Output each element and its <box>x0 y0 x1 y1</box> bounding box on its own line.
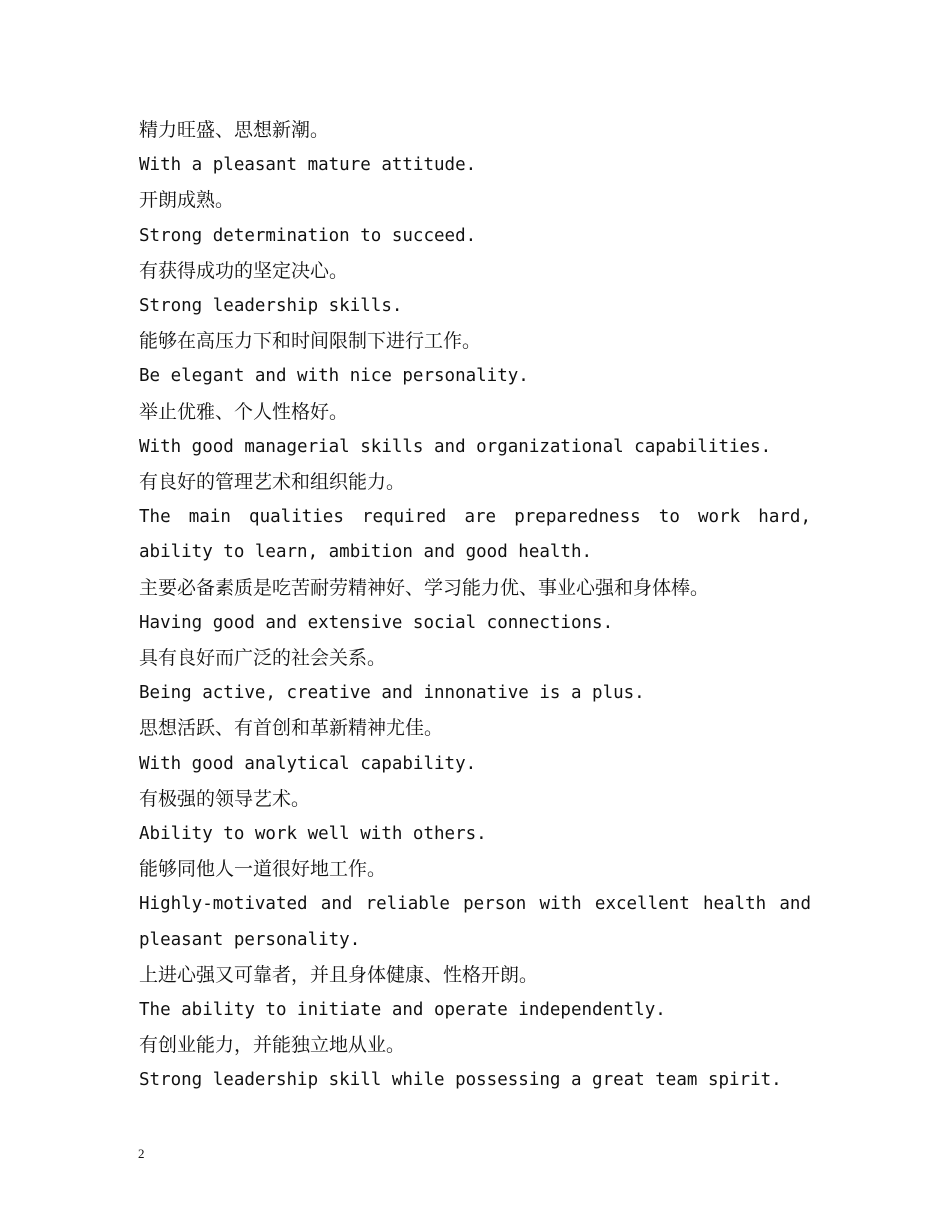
text-line: 开朗成熟。 <box>139 189 235 212</box>
text-line: Strong leadership skill while possessing a great team spirit. <box>139 1070 782 1091</box>
text-line: 上进心强又可靠者，并且身体健康、性格开朗。 <box>139 963 539 986</box>
text-line: Having good and extensive social connections. <box>139 612 614 633</box>
text-line: 能够在高压力下和时间限制下进行工作。 <box>139 330 482 353</box>
text-line: Highly-motivated and reliable person with excellent health and <box>139 894 811 915</box>
document-body <box>139 113 811 1099</box>
text-line: With good analytical capability. <box>139 753 477 774</box>
text-line: 主要必备素质是吃苦耐劳精神好、学习能力优、事业心强和身体棒。 <box>139 576 710 599</box>
text-line: 有极强的领导艺术。 <box>139 787 311 810</box>
text-line: 有获得成功的坚定决心。 <box>139 259 349 282</box>
page-number: 2 <box>138 1146 145 1161</box>
text-line: Be elegant and with nice personality. <box>139 366 529 387</box>
text-line: 有创业能力，并能独立地从业。 <box>139 1034 406 1057</box>
text-line: Strong leadership skills. <box>139 296 403 317</box>
text-line: 思想活跃、有首创和革新精神尤佳。 <box>139 717 444 740</box>
text-line: 举止优雅、个人性格好。 <box>139 400 349 423</box>
text-line: The main qualities required are preparedness to work hard, <box>139 507 811 528</box>
text-line: 能够同他人一道很好地工作。 <box>139 858 387 881</box>
text-line: 具有良好而广泛的社会关系。 <box>139 647 387 670</box>
text-line: Being active, creative and innonative is a plus. <box>139 683 645 704</box>
text-line: Strong determination to succeed. <box>139 225 477 246</box>
text-line: pleasant personality. <box>139 929 361 950</box>
text-line: 精力旺盛、思想新潮。 <box>139 119 330 141</box>
text-line: ability to learn, ambition and good health. <box>139 542 593 563</box>
text-line: 有良好的管理艺术和组织能力。 <box>139 471 406 494</box>
text-line: The ability to initiate and operate independently. <box>139 1000 666 1021</box>
text-line: With a pleasant mature attitude. <box>139 155 477 176</box>
text-line: Ability to work well with others. <box>139 824 487 845</box>
text-line: With good managerial skills and organizational capabilities. <box>139 436 772 457</box>
